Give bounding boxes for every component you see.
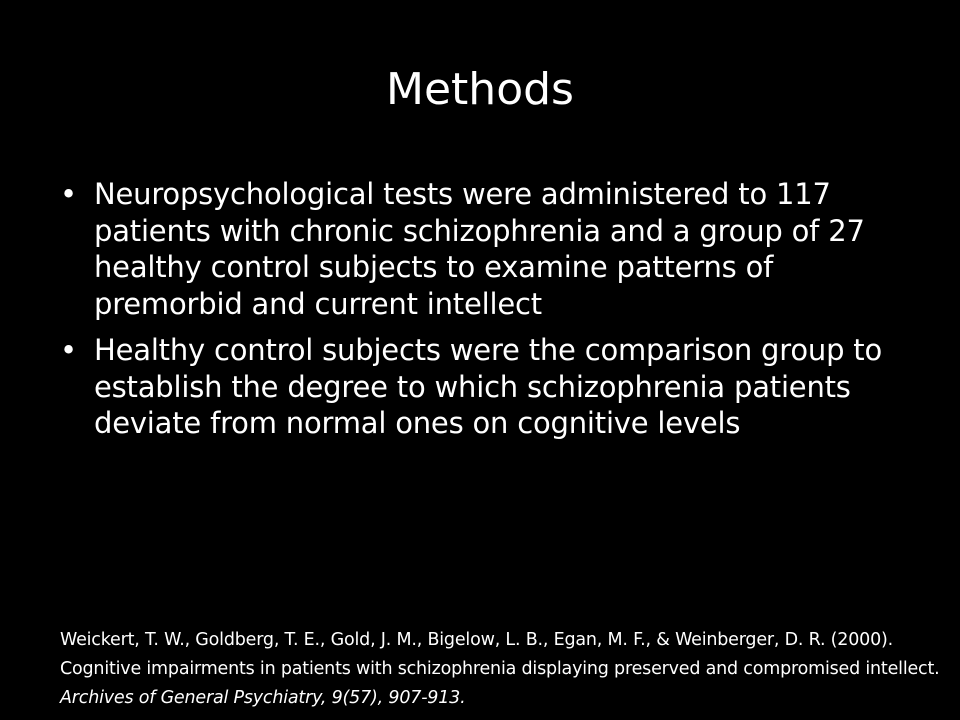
bullet-marker-icon: • [60, 177, 77, 211]
bullet-item [58, 332, 888, 442]
bullet-marker-icon: • [60, 333, 77, 367]
citation-journal: Archives of General Psychiatry, 9(57), 907-913. [60, 688, 466, 708]
bullet-text: Neuropsychological tests were administered to 117 patients with chronic schizophrenia and a group of 27 healthy control subjects to examine patterns of premorbid and current intellect [94, 177, 865, 321]
bullet-list [58, 176, 888, 452]
citation-article: Cognitive impairments in patients with schizophrenia displaying preserved and compromised intellect. [60, 659, 940, 679]
bullet-item [58, 176, 888, 322]
bullet-text: Healthy control subjects were the comparison group to establish the degree to which schizophrenia patients deviate from normal ones on cognitive levels [94, 333, 883, 440]
citation-authors: Weickert, T. W., Goldberg, T. E., Gold, J. M., Bigelow, L. B., Egan, M. F., & Weinberger, D. R. (2000). [60, 630, 894, 650]
citation [60, 626, 940, 713]
slide-title: Methods [386, 64, 574, 115]
